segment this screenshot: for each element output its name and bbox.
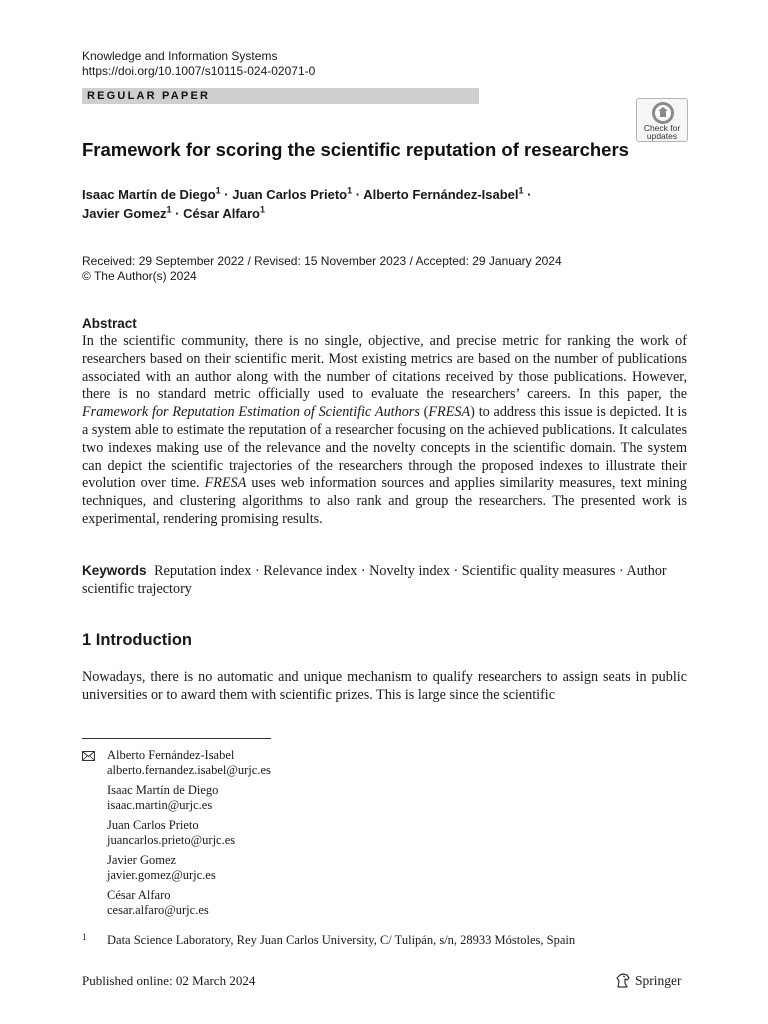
acronym: FRESA [428,404,471,421]
abstract-section [82,315,687,529]
journal-header [82,49,502,79]
author-name[interactable]: Javier Gomez [82,206,167,221]
author-list [82,185,682,223]
author-line-1 [82,185,682,204]
acronym: FRESA [204,475,247,492]
section-heading-introduction: 1 Introduction [82,631,192,649]
contact-email[interactable]: isaac.martin@urjc.es [107,797,213,812]
author-affiliation: 1 [215,185,221,196]
contact-email[interactable]: alberto.fernandez.isabel@urjc.es [107,762,271,777]
paper-type-banner [82,88,479,104]
abstract-text: uses web information sources and applies similarity measures, text mining techniques, and clustering algorithms to also rank and group the researchers. The presented work is experimental, rendering promising results. [82,475,687,527]
springer-horse-icon [614,972,632,990]
contact-name: Alberto Fernández-Isabel [107,748,235,762]
framework-name: Framework for Reputation Estimation of Scientific Authors [82,404,420,421]
contact-entry [82,783,642,812]
check-for-updates-text: Check for [643,123,681,133]
author-affiliation: 1 [518,185,524,196]
author-name[interactable]: Isaac Martín de Diego [82,187,216,202]
contact-entry [82,748,642,777]
keywords-label: Keywords [82,563,147,578]
author-line-2 [82,204,682,223]
author-separator: · [352,187,364,202]
contact-entry [82,853,642,882]
contact-entry [82,888,642,917]
affiliation-text: Data Science Laboratory, Rey Juan Carlos University, C/ Tulipán, s/n, 28933 Móstoles, Spain [107,933,576,947]
contact-name: César Alfaro [107,888,171,902]
publisher-name: Springer [635,973,682,988]
contact-name: Isaac Martín de Diego [107,783,219,797]
author-separator: · [171,206,184,221]
introduction-paragraph: Nowadays, there is no automatic and unique mechanism to qualify researchers to assign seats in public universities or to award them with scientific prizes. This is large since the scientific [82,669,687,703]
author-separator: · [523,187,532,202]
author-name[interactable]: Alberto Fernández-Isabel [363,187,519,202]
author-separator: · [220,187,233,202]
contact-email[interactable]: cesar.alfaro@urjc.es [107,902,209,917]
copyright-notice: © The Author(s) 2024 [82,269,197,283]
check-for-updates-button[interactable] [636,98,688,142]
abstract-text: ) to address this issue is depicted. It is a system able to estimate the reputation of a researcher focusing on the achieved publications. It calculates two indexes making use of the relevance and the novelty concepts in the scientific domain. The system can depict the scientific trajectories of the researchers through the proposed indexes to illustrate their evolution over time. [82,404,687,492]
footnote-divider [82,738,271,739]
published-date: Published online: 02 March 2024 [82,973,256,988]
publication-dates [82,254,682,284]
check-for-updates-subtext: updates [646,131,678,141]
paper-type-label: REGULAR PAPER [87,90,211,102]
abstract-body [82,333,687,529]
contact-email[interactable]: juancarlos.prieto@urjc.es [107,832,236,847]
author-contacts [82,748,642,923]
abstract-text: ( [419,404,429,421]
abstract-text: In the scientific community, there is no single, objective, and precise metric for ranking the work of researchers based on their scientific merit. Most existing metrics are based on the number of publications associated with an author along with the number of citations received by those publications. However, there is no standard metric officially used to evaluate the researchers’ careers. In this paper, the [82,333,687,403]
publisher-logo [614,971,682,991]
author-name[interactable]: Juan Carlos Prieto [232,187,348,202]
doi-link[interactable]: https://doi.org/10.1007/s10115-024-02071-0 [82,64,316,78]
date-history: Received: 29 September 2022 / Revised: 15 November 2023 / Accepted: 29 January 2024 [82,254,562,268]
author-affiliation: 1 [166,204,172,215]
author-affiliation: 1 [347,185,353,196]
journal-name: Knowledge and Information Systems [82,49,278,63]
keywords-section [82,562,687,599]
envelope-icon [82,751,95,761]
abstract-heading: Abstract [82,316,137,331]
author-name[interactable]: César Alfaro [183,206,260,221]
contact-entry [82,818,642,847]
contact-email[interactable]: javier.gomez@urjc.es [107,867,216,882]
contact-name: Juan Carlos Prieto [107,818,199,832]
keywords-list: Reputation index · Relevance index · Novelty index · Scientific quality measures · Author scientific trajectory [82,563,667,597]
paper-title: Framework for scoring the scientific reputation of researchers [82,139,629,160]
affiliation-number: 1 [82,932,87,942]
contact-name: Javier Gomez [107,853,177,867]
author-affiliation: 1 [259,204,265,215]
